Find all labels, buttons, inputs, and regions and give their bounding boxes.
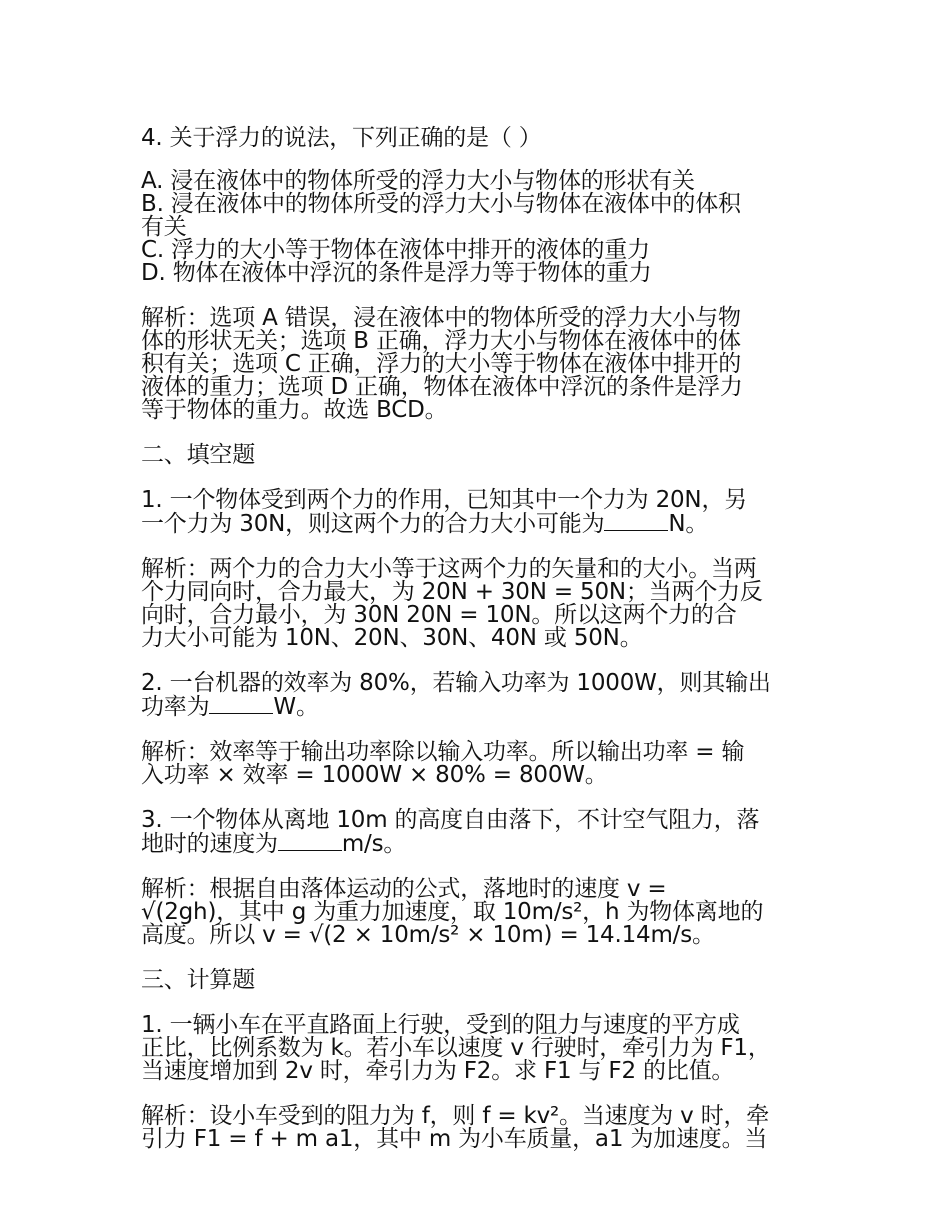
answer-blank <box>209 695 273 714</box>
question-4-analysis <box>141 307 821 422</box>
option-b-continued: 有关 <box>141 214 187 240</box>
analysis-line: √(2gh)，其中 g 为重力加速度，取 10m/s²，h 为物体离地的 <box>141 899 764 925</box>
question-stem-line: 2. 一台机器的效率为 80%，若输入功率为 1000W，则其输出 <box>141 670 771 696</box>
fill-question-1 <box>141 489 821 536</box>
fill-question-1-analysis <box>141 558 821 650</box>
question-stem-line: 1. 一个物体受到两个力的作用，已知其中一个力为 20N，另 <box>141 487 748 513</box>
analysis-line: 解析：选项 A 错误，浸在液体中的物体所受的浮力大小与物 <box>141 305 741 331</box>
fill-question-3-analysis <box>141 878 821 947</box>
calc-question-1-analysis <box>141 1105 821 1151</box>
option-a: A. 浸在液体中的物体所受的浮力大小与物体的形状有关 <box>141 168 695 194</box>
section-title: 二、填空题 <box>141 442 256 468</box>
question-stem-line: 1. 一辆小车在平直路面上行驶，受到的阻力与速度的平方成 <box>141 1012 740 1038</box>
analysis-line: 向时，合力最小，为 30N 20N = 10N。所以这两个力的合 <box>141 602 737 628</box>
question-stem-line <box>141 512 821 536</box>
question-4-stem: 4. 关于浮力的说法，下列正确的是（ ） <box>141 125 542 151</box>
section-2-heading <box>141 444 821 467</box>
analysis-line: 积有关；选项 C 正确，浮力的大小等于物体在液体中排开的 <box>141 351 742 377</box>
document-page <box>141 127 821 1151</box>
question-stem-line: 正比，比例系数为 k。若小车以速度 v 行驶时，牵引力为 F1， <box>141 1035 771 1061</box>
stem-text: 地时的速度为 <box>141 831 278 857</box>
analysis-line: 解析：效率等于输出功率除以输入功率。所以输出功率 = 输 <box>141 739 745 765</box>
analysis-line: 个力同向时，合力最大，为 20N + 30N = 50N；当两个力反 <box>141 579 763 605</box>
answer-blank <box>604 512 668 531</box>
analysis-line: 解析：设小车受到的阻力为 f，则 f = kv²。当速度为 v 时，牵 <box>141 1103 770 1129</box>
stem-unit: W。 <box>273 694 319 720</box>
fill-question-2 <box>141 672 821 719</box>
analysis-line: 引力 F1 = f + m a1，其中 m 为小车质量，a1 为加速度。当 <box>141 1126 768 1152</box>
option-b: B. 浸在液体中的物体所受的浮力大小与物体在液体中的体积 <box>141 191 741 217</box>
question-4-options <box>141 170 821 285</box>
fill-question-3 <box>141 809 821 856</box>
question-4 <box>141 127 821 150</box>
analysis-line: 液体的重力；选项 D 正确，物体在液体中浮沉的条件是浮力 <box>141 374 743 400</box>
analysis-line: 解析：两个力的合力大小等于这两个力的矢量和的大小。当两 <box>141 556 757 582</box>
analysis-line: 力大小可能为 10N、20N、30N、40N 或 50N。 <box>141 625 643 651</box>
question-stem-line: 当速度增加到 2v 时，牵引力为 F2。求 F1 与 F2 的比值。 <box>141 1058 735 1084</box>
question-stem-line: 3. 一个物体从离地 10m 的高度自由落下，不计空气阻力，落 <box>141 807 760 833</box>
option-d: D. 物体在液体中浮沉的条件是浮力等于物体的重力 <box>141 260 652 286</box>
stem-text: 功率为 <box>141 694 210 720</box>
stem-unit: m/s。 <box>341 831 407 857</box>
analysis-line: 入功率 × 效率 = 1000W × 80% = 800W。 <box>141 762 608 788</box>
analysis-line: 高度。所以 v = √(2 × 10m/s² × 10m) = 14.14m/s。 <box>141 922 715 948</box>
analysis-line: 体的形状无关；选项 B 正确，浮力大小与物体在液体中的体 <box>141 328 741 354</box>
question-stem-line <box>141 695 821 719</box>
analysis-line: 等于物体的重力。故选 BCD。 <box>141 397 448 423</box>
stem-text: 一个力为 30N，则这两个力的合力大小可能为 <box>141 511 605 537</box>
section-title: 三、计算题 <box>141 967 256 993</box>
analysis-line: 解析：根据自由落体运动的公式，落地时的速度 v = <box>141 876 667 902</box>
section-3-heading <box>141 969 821 992</box>
option-c: C. 浮力的大小等于物体在液体中排开的液体的重力 <box>141 237 650 263</box>
stem-unit: N。 <box>668 511 709 537</box>
fill-question-2-analysis <box>141 741 821 787</box>
answer-blank <box>278 832 342 851</box>
question-stem-line <box>141 832 821 856</box>
calc-question-1 <box>141 1014 821 1083</box>
